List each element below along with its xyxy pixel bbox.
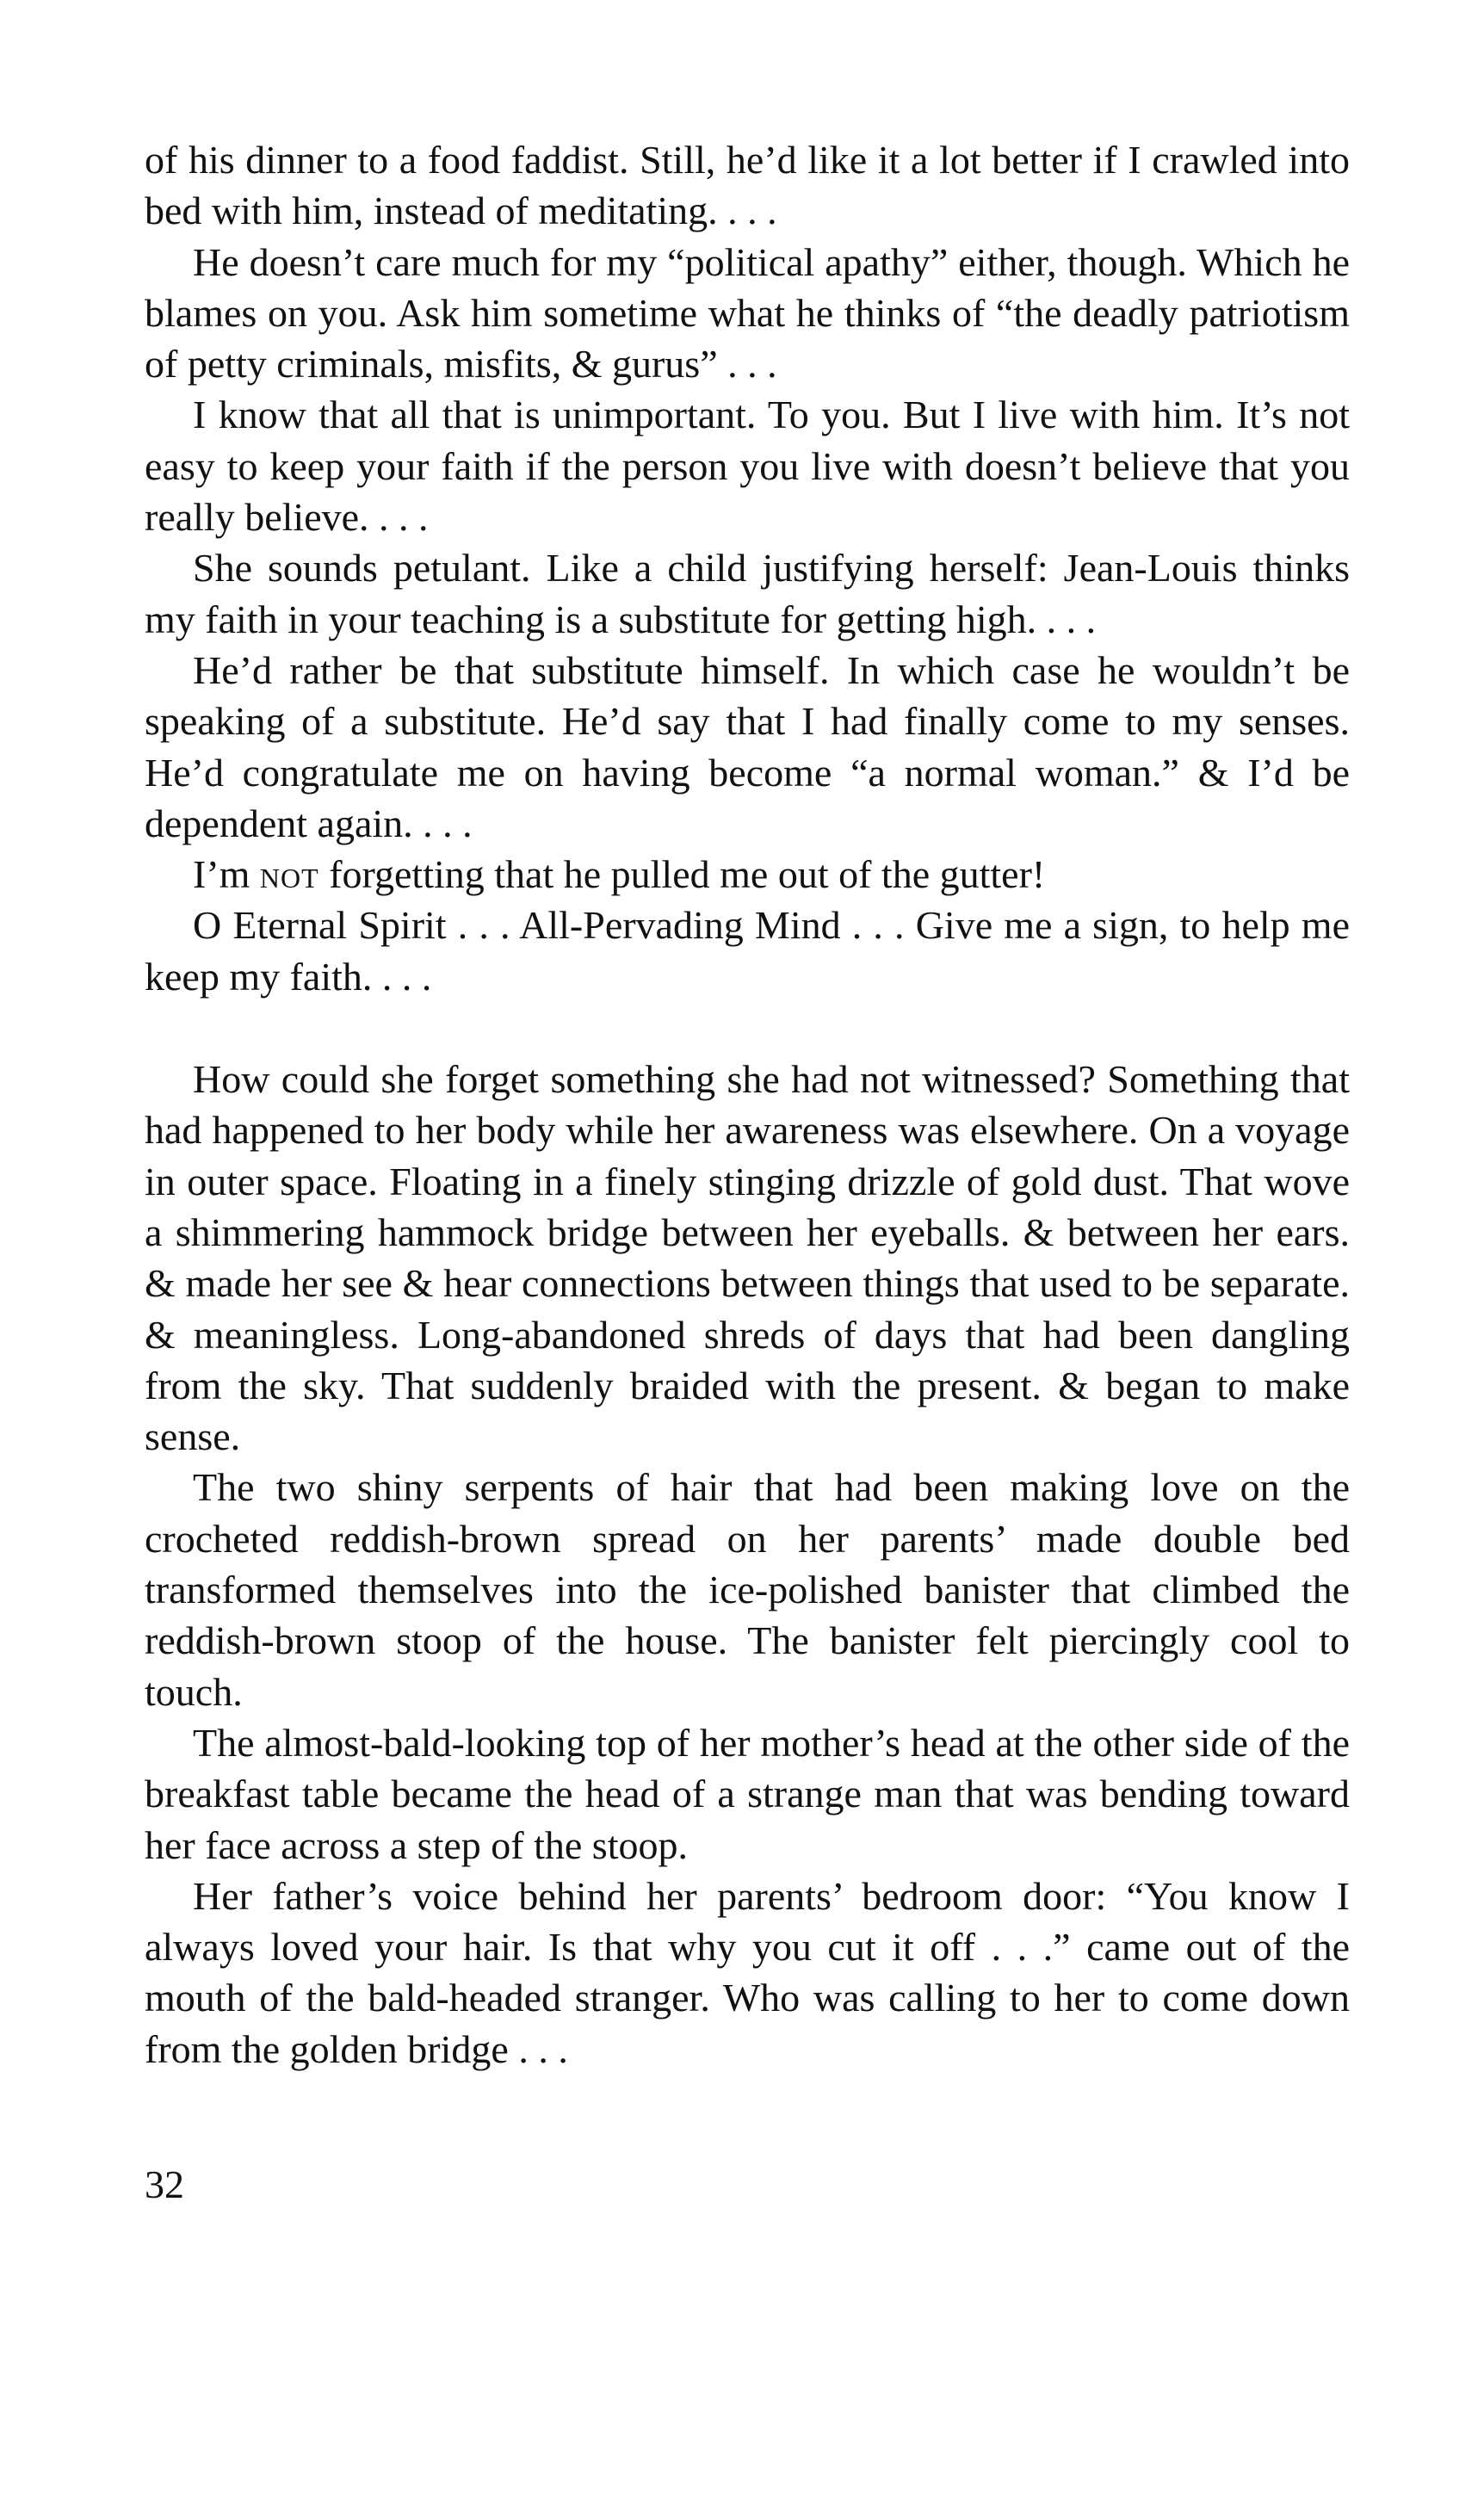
- paragraph: O Eternal Spirit . . . All-Pervading Mind . . . Give me a sign, to help me keep my faith. . . .: [145, 903, 1350, 999]
- paragraph: He’d rather be that substitute himself. In which case he wouldn’t be speaking of a substitute. He’d say that I had finally come to my senses. He’d congratulate me on having become “a normal woman.” & I’d be dependent again. . . .: [145, 647, 1350, 845]
- paragraph: The almost-bald-looking top of her mother’s head at the other side of the breakfast table became the head of a strange man that was bending toward her face across a step of the stoop.: [145, 1720, 1350, 1867]
- paragraph: I know that all that is unimportant. To you. But I live with him. It’s not easy to keep your faith if the person you live with doesn’t believe that you really believe. . . .: [145, 393, 1350, 540]
- body-text: [145, 134, 1350, 2075]
- small-caps-emphasis: not: [259, 852, 319, 897]
- paragraph-with-emphasis: [145, 849, 1350, 900]
- paragraph: He doesn’t care much for my “political apathy” either, though. Which he blames on you. Ask him sometime what he thinks of “the deadly patriotism of petty criminals, misfits, & gurus” . . .: [145, 239, 1350, 387]
- paragraph: Her father’s voice behind her parents’ bedroom door: “You know I always loved your hair. Is that why you cut it off . . .” came out of the mouth of the bald-headed stranger. Who was calling to her to come down from the golden bridge . . .: [145, 1873, 1350, 2071]
- paragraph: She sounds petulant. Like a child justifying herself: Jean-Louis thinks my faith in your teaching is a substitute for getting high. . . .: [145, 546, 1350, 641]
- paragraph-continued: of his dinner to a food faddist. Still, he’d like it a lot better if I crawled into bed with him, instead of meditating. . . .: [145, 138, 1350, 233]
- page-number: 32: [145, 2162, 184, 2206]
- paragraph: The two shiny serpents of hair that had been making love on the crocheted reddish-brown spread on her parents’ made double bed transformed themselves into the ice-polished banister that climbed the reddish-brown stoop of the house. The banister felt piercingly cool to touch.: [145, 1465, 1350, 1714]
- paragraph-text-before: I’m: [193, 852, 260, 897]
- paragraph-section-start: How could she forget something she had not witnessed? Something that had happened to her body while her awareness was elsewhere. On a voyage in outer space. Floating in a finely stinging drizzle of gold dust. That wove a shimmering hammock bridge between her eyeballs. & between her ears. & made her see & hear connections between things that used to be separate. & meaningless. Long-abandoned shreds of days that had been dangling from the sky. That suddenly braided with the present. & began to make sense.: [145, 1057, 1350, 1459]
- paragraph-text-after: forgetting that he pulled me out of the gutter!: [318, 852, 1046, 897]
